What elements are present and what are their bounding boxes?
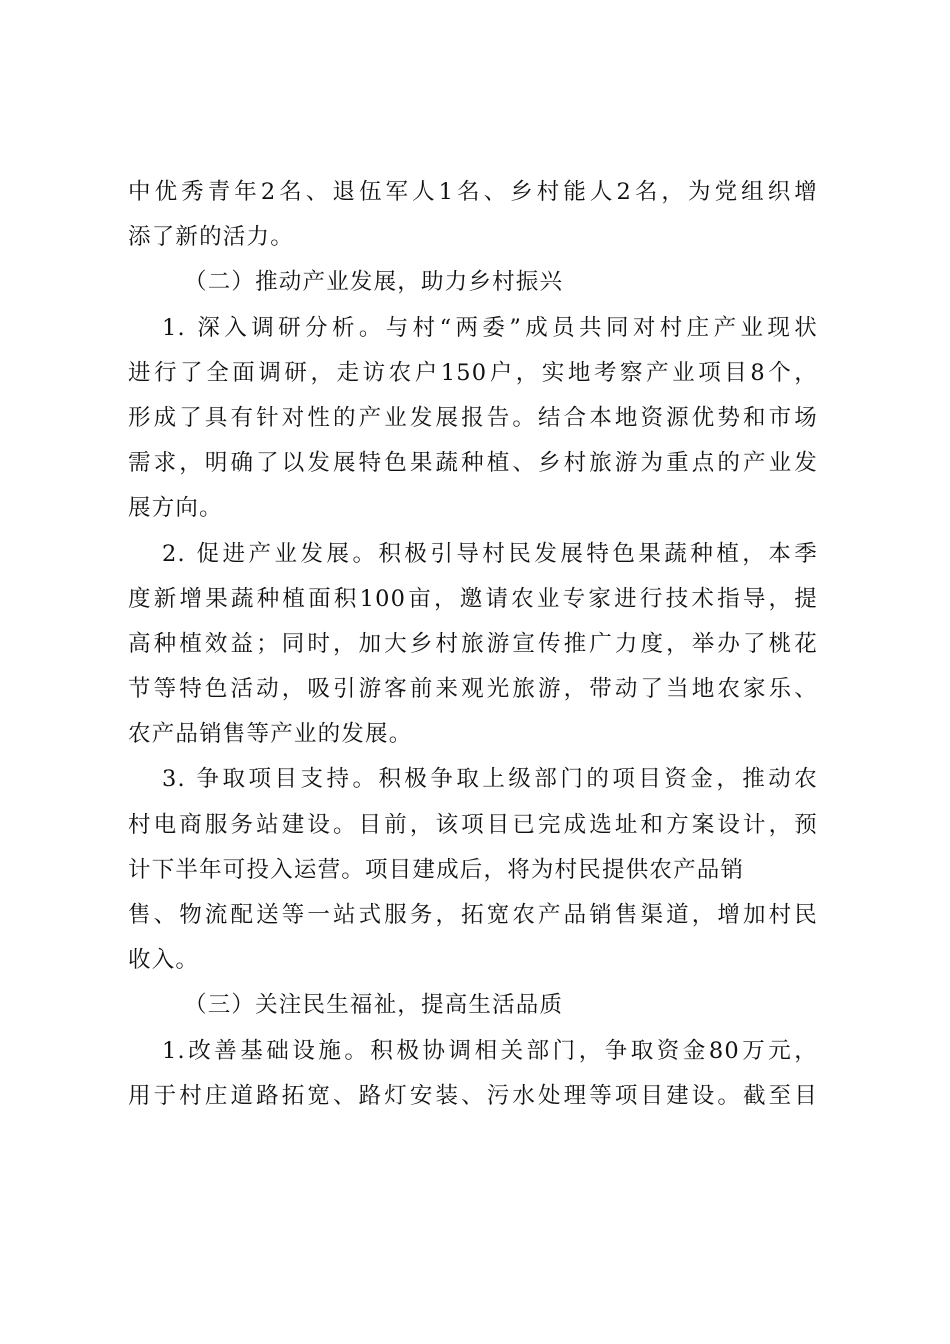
text-line: 进行了全面调研，走访农户150户，实地考察产业项目8个， xyxy=(128,359,818,386)
text-line: 1. 深入调研分析。与村“两委”成员共同对村庄产业现状 xyxy=(162,314,818,341)
numbered-item-research xyxy=(128,306,818,532)
document-page xyxy=(128,170,818,1119)
text-line: 计下半年可投入运营。项目建成后，将为村民提供农产品销 xyxy=(128,856,745,883)
text-line: 村电商服务站建设。目前，该项目已完成选址和方案设计，预 xyxy=(128,811,818,838)
section-heading-text: （二）推动产业发展，助力乡村振兴 xyxy=(184,269,564,296)
text-line: 1.改善基础设施。积极协调相关部门，争取资金80万元， xyxy=(162,1037,818,1064)
text-line: 形成了具有针对性的产业发展报告。结合本地资源优势和市场 xyxy=(128,404,818,431)
numbered-item-projects xyxy=(128,757,818,983)
text-line: 2. 促进产业发展。积极引导村民发展特色果蔬种植，本季 xyxy=(162,540,818,567)
text-line: 收入。 xyxy=(128,947,200,974)
text-line: 高种植效益；同时，加大乡村旅游宣传推广力度，举办了桃花 xyxy=(128,630,818,657)
section-heading-2 xyxy=(128,260,818,305)
text-line: 展方向。 xyxy=(128,495,223,522)
text-line: 度新增果蔬种植面积100亩，邀请农业专家进行技术指导，提 xyxy=(128,585,818,612)
text-line: 农产品销售等产业的发展。 xyxy=(128,721,413,748)
text-line: 售、物流配送等一站式服务，拓宽农产品销售渠道，增加村民 xyxy=(128,902,818,928)
text-line: 需求，明确了以发展特色果蔬种植、乡村旅游为重点的产业发 xyxy=(128,450,818,477)
numbered-item-industry xyxy=(128,532,818,758)
text-line: 用于村庄道路拓宽、路灯安装、污水处理等项目建设。截至目 xyxy=(128,1082,818,1109)
text-line: 节等特色活动，吸引游客前来观光旅游，带动了当地农家乐、 xyxy=(128,676,818,703)
paragraph-continuation xyxy=(128,170,818,260)
text-line: 添了新的活力。 xyxy=(128,224,294,251)
text-line: 中优秀青年2名、退伍军人1名、乡村能人2名，为党组织增 xyxy=(128,179,818,205)
text-line: 3. 争取项目支持。积极争取上级部门的项目资金，推动农 xyxy=(162,766,818,793)
numbered-item-infrastructure xyxy=(128,1029,818,1119)
section-heading-3 xyxy=(128,983,818,1028)
section-heading-text: （三）关注民生福祉，提高生活品质 xyxy=(184,992,564,1019)
